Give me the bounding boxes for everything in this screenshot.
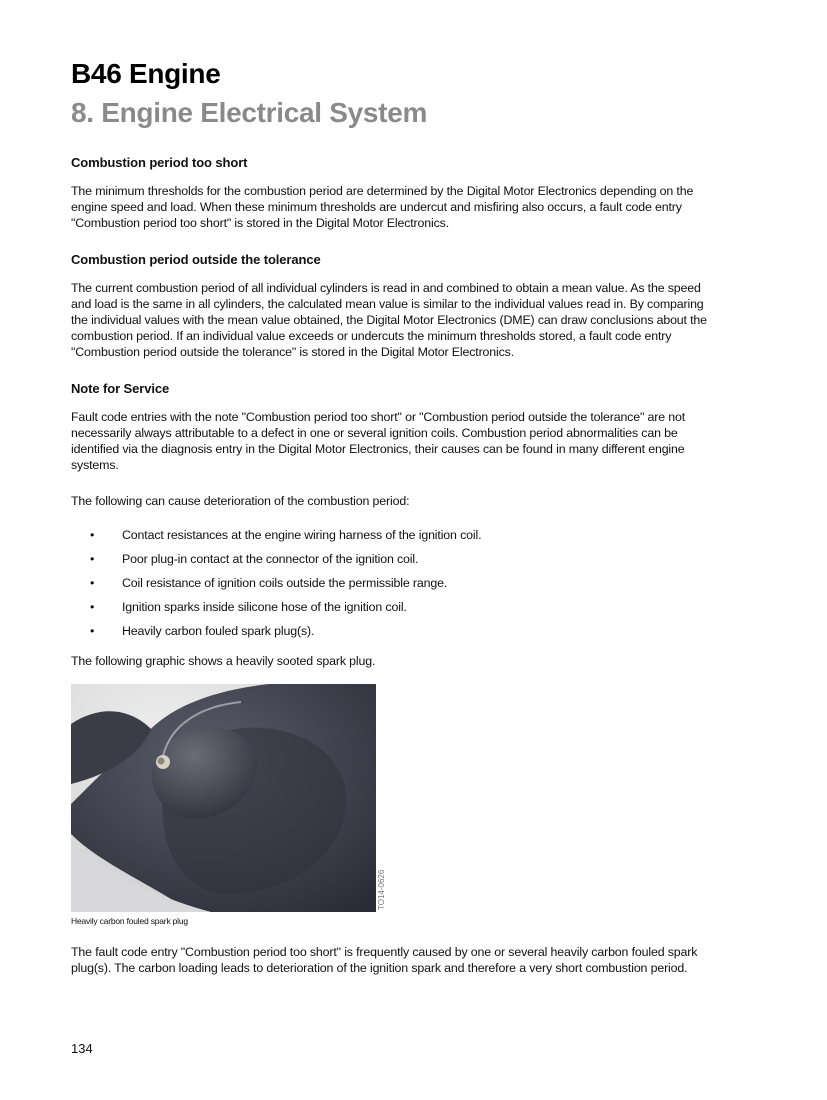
spark-plug-figure: [71, 684, 389, 912]
list-item: [71, 623, 711, 639]
list-item: [71, 575, 711, 591]
page-number: 134: [71, 1041, 93, 1056]
bullet-icon: •: [90, 551, 95, 566]
section-paragraph-outside-tolerance: The current combustion period of all individual cylinders is read in and combined to obtain a mean value. As the speed and load is the same in all cylinders, the calculated mean value is similar to the individual values read in. By comparing the individual values with the mean value obtained, the Digital Motor Electronics (DME) can draw conclusions about the combustion period. If an individual value exceeds or undercuts the minimum thresholds stored, a fault code entry "Combustion period outside the tolerance" is stored in the Digital Motor Electronics.: [71, 280, 707, 360]
list-item-text: Coil resistance of ignition coils outside the permissible range.: [122, 575, 448, 590]
section-heading-too-short: Combustion period too short: [71, 155, 248, 170]
section-heading-note-for-service: Note for Service: [71, 380, 170, 396]
list-item: [71, 527, 711, 543]
spark-plug-illustration: [71, 684, 376, 912]
list-item: [71, 599, 711, 615]
bullet-icon: •: [90, 527, 95, 542]
figure-code: TO14-0626: [377, 869, 386, 910]
document-title: B46 Engine: [71, 58, 221, 89]
section-heading-outside-tolerance: Combustion period outside the tolerance: [71, 251, 321, 267]
list-item-text: Heavily carbon fouled spark plug(s).: [122, 623, 315, 638]
list-item: [71, 551, 711, 567]
bullet-icon: •: [90, 575, 95, 590]
bullet-icon: •: [90, 599, 95, 614]
section-paragraph-too-short: The minimum thresholds for the combustion period are determined by the Digital Motor Electronics depending on the engine speed and load. When these minimum thresholds are undercut and misfiring also occurs, a fault code entry "Combustion period too short" is stored in the Digital Motor Electronics.: [71, 184, 694, 231]
cause-list: [71, 527, 711, 639]
list-intro: The following can cause deterioration of the combustion period:: [71, 494, 410, 509]
section-paragraph-note-for-service: Fault code entries with the note "Combustion period too short" or "Combustion period outside the tolerance" are not necessarily always attributable to a defect in one or several ignition coils. Combustion period abnormalities can be identified via the diagnosis entry in the Digital Motor Electronics, their causes can be found in many different engine systems.: [71, 409, 686, 473]
chapter-title: 8. Engine Electrical System: [71, 97, 428, 128]
document-body: [71, 155, 711, 996]
list-item-text: Contact resistances at the engine wiring harness of the ignition coil.: [122, 527, 482, 542]
list-item-text: Ignition sparks inside silicone hose of the ignition coil.: [122, 599, 407, 614]
spark-plug-photo: [71, 684, 376, 912]
graphic-intro: The following graphic shows a heavily sooted spark plug.: [71, 653, 376, 668]
bullet-icon: •: [90, 623, 95, 638]
list-item-text: Poor plug-in contact at the connector of the ignition coil.: [122, 551, 419, 566]
figure-caption: Heavily carbon fouled spark plug: [71, 915, 188, 926]
closing-paragraph: The fault code entry "Combustion period too short" is frequently caused by one or several heavily carbon fouled spark plug(s). The carbon loading leads to deterioration of the ignition spark and therefore a very short combustion period.: [71, 944, 698, 976]
